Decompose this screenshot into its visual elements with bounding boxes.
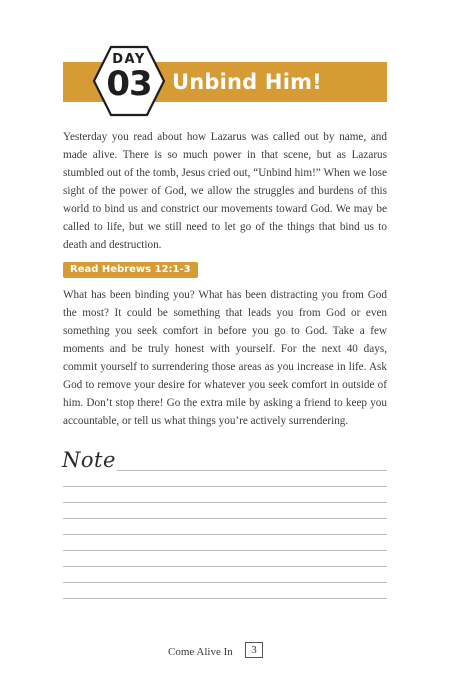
footer-book-title: Come Alive In [168, 646, 233, 658]
note-line [63, 518, 387, 519]
scripture-reading-badge: Read Hebrews 12:1-3 [63, 262, 198, 278]
note-line [63, 550, 387, 551]
note-line [63, 566, 387, 567]
note-line [63, 582, 387, 583]
page-title: Unbind Him! [172, 70, 322, 94]
day-number: 03 [106, 64, 152, 104]
note-line [63, 598, 387, 599]
note-label: Note [62, 448, 116, 472]
intro-paragraph: Yesterday you read about how Lazarus was called out by name, and made alive. There is so much power in that scene, but as Lazarus stumbled out of the tomb, Jesus cried out, “Unbind him!” When we lose sight of the power of God, we allow the struggles and burdens of this world to bind us and constrict our movements toward God. We may be called to life, but we still need to let go of the things that bind us to death and destruction. [63, 131, 387, 251]
page-number: 3 [245, 642, 263, 658]
reflection-paragraph: What has been binding you? What has been distracting you from God the most? It could be something that leads you from God or even something you seek comfort in before you go to God. Take a few moments and be truly honest with yourself. For the next 40 days, commit yourself to surrendering those areas as you increase in life. Ask God to remove your desire for whatever you seek comfort in outside of him. Don’t stop there! Go the extra mile by asking a friend to keep you accountable, or tell us what things you’re actively surrendering. [63, 289, 387, 427]
note-line [63, 486, 387, 487]
note-line [63, 502, 387, 503]
note-line [63, 534, 387, 535]
day-label: DAY [112, 52, 146, 67]
note-line [117, 470, 387, 471]
